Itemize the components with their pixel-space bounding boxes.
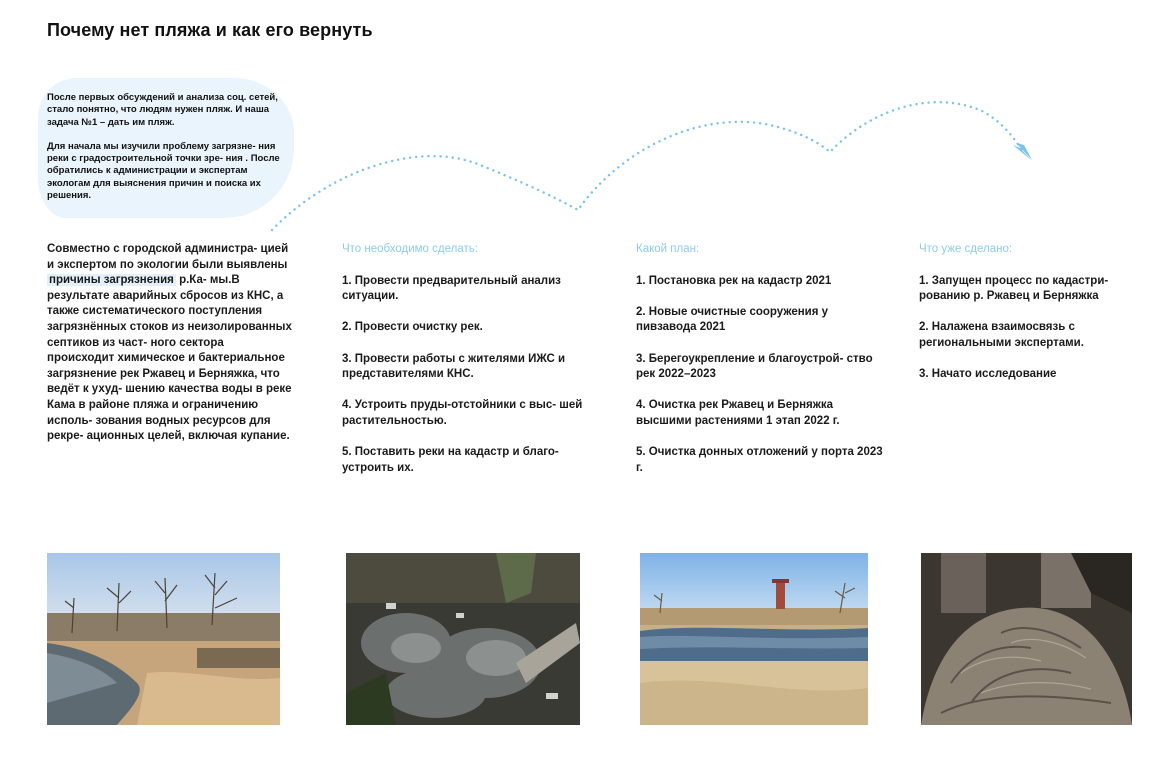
list-item: 4. Очистка рек Ржавец и Берняжка высшими растениями 1 этап 2022 г. (636, 399, 840, 427)
list-item: 2. Налажена взаимосвязь с региональными экспертами. (919, 321, 1084, 349)
list-item: 2. Провести очистку рек. (342, 321, 483, 334)
plan-heading: Какой план: (636, 243, 700, 255)
intro-paragraph-2: Для начала мы изучили проблему загрязне- ния реки с градостроительной точки зре- ния . После обратились к администрации и экспертам экологам для выяснения причин и поиска их решения. (47, 140, 280, 202)
list-item: 5. Очистка донных отложений у порта 2023 г. (636, 446, 883, 474)
intro-text (47, 92, 287, 214)
pollution-causes-text (47, 242, 292, 445)
list-item: 4. Устроить пруды-отстойники с выс- шей растительностью. (342, 399, 583, 427)
list-item: 1. Постановка рек на кадастр 2021 (636, 274, 832, 287)
list-item: 1. Запущен процесс по кадастри- рованию р. Ржавец и Берняжка (919, 274, 1109, 303)
causes-text-end: р.Ка- мы.В результате аварийных сбросов из КНС, а также систематического поступления загрязнённых стоков из неизолированных септиков из част- ного сектора происходит химическое и бактериальное загрязнение рек Ржавец и Берняжка, что ведёт к ухуд- шению качества воды в реке Кама в районе пляжа и ограничению исполь- зования водных ресурсов для рекре- ационных целей, включая купание. (47, 274, 292, 443)
list-item: 2. Новые очистные сооружения у пивзавода 2021 (636, 305, 829, 334)
list-item: 5. Поставить реки на кадастр и благо- устроить их. (342, 446, 559, 474)
done-heading: Что уже сделано: (919, 243, 1013, 255)
causes-text-start: Совместно с городской администра- цией и экспертом по экологии были выявлены (47, 243, 289, 271)
arrow-head-icon (1016, 143, 1032, 160)
what-to-do-heading: Что необходимо сделать: (342, 243, 478, 255)
list-item: 3. Провести работы с жителями ИЖС и представителями КНС. (342, 352, 566, 381)
photo-river-bank (47, 553, 280, 725)
plan-column (636, 242, 886, 492)
causes-highlight: причины загрязнения (49, 274, 174, 287)
done-column (919, 242, 1139, 398)
intro-paragraph-1: После первых обсуждений и анализа соц. сетей, стало понятно, что людям нужен пляж. И наша задача №1 – дать им пляж. (47, 92, 278, 128)
photo-river-structure (640, 553, 868, 725)
list-item: 1. Провести предварительный анализ ситуации. (342, 274, 561, 303)
photo-polluted-debris (346, 553, 580, 725)
photo-debris-pile (921, 553, 1132, 725)
what-to-do-column (342, 242, 592, 492)
list-item: 3. Берегоукрепление и благоустрой- ство рек 2022–2023 (636, 352, 873, 381)
list-item: 3. Начато исследование (919, 368, 1057, 381)
page-title: Почему нет пляжа и как его вернуть (47, 20, 373, 40)
